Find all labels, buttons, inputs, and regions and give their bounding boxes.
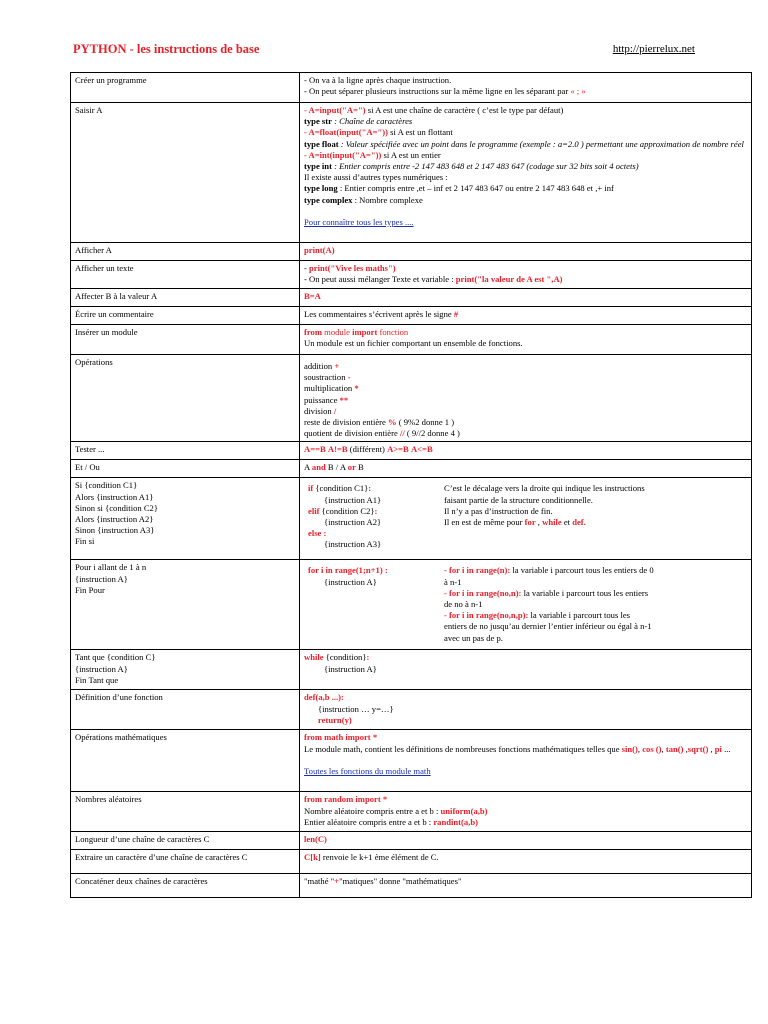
- code: - A=int(input("A=")): [304, 149, 382, 160]
- row-content: Les commentaires s’écrivent après le signe #: [300, 307, 752, 325]
- row-label: Longueur d’une chaîne de caractères C: [71, 832, 300, 850]
- code: - A=input("A="): [304, 105, 366, 115]
- row-label: Opérations: [71, 355, 300, 442]
- row-content: [300, 243, 752, 261]
- table-row: [71, 874, 752, 898]
- table-row: [71, 307, 752, 325]
- table-row: [71, 73, 752, 103]
- row-content: len(C): [300, 832, 752, 850]
- code: print("la valeur de A est ",A): [455, 274, 563, 285]
- comment-sign: #: [453, 309, 459, 319]
- table-row: [71, 355, 752, 442]
- row-content: A and B / A or B: [300, 460, 752, 478]
- row-content: addition + soustraction - multiplication * puissance ** division / reste de division entière % ( 9%2 donne 1 ) quotient de division entière // ( 9//2 donne 4 ): [300, 355, 752, 442]
- row-label: Nombres aléatoires: [71, 792, 300, 832]
- text-line: - On va à la ligne après chaque instruction.: [304, 75, 452, 85]
- row-content: "mathé "+"matiques" donne "mathématiques": [300, 874, 752, 898]
- row-content: C[k] renvoie le k+1 ème élément de C.: [300, 850, 752, 874]
- table-row: [71, 478, 752, 560]
- row-label: Tant que {condition C} {instruction A} Fin Tant que: [71, 650, 300, 690]
- row-label: Créer un programme: [71, 73, 300, 103]
- table-row: [71, 442, 752, 460]
- code: print(A): [304, 245, 335, 255]
- table-row: [71, 460, 752, 478]
- table-row: [71, 792, 752, 832]
- row-label: Afficher un texte: [71, 261, 300, 289]
- row-content: - print("Vive les maths") - On peut aussi mélanger Texte et variable : print("la valeur de A est ",A): [300, 261, 752, 289]
- table-row: [71, 832, 752, 850]
- row-content: A==B A!=B (différent) A>=B A<=B: [300, 442, 752, 460]
- text-line: - On peut séparer plusieurs instructions sur la même ligne en les séparant par « ; »: [304, 86, 586, 97]
- row-label: Afficher A: [71, 243, 300, 261]
- row-label: Pour i allant de 1 à n {instruction A} Fin Pour: [71, 560, 300, 650]
- row-content: [300, 73, 752, 103]
- row-label: Écrire un commentaire: [71, 307, 300, 325]
- code: B=A: [304, 291, 321, 301]
- code: print("Vive les maths"): [309, 263, 396, 273]
- table-row: [71, 690, 752, 730]
- page-header: [73, 42, 695, 58]
- types-link[interactable]: Pour connaître tous les types ....: [304, 216, 414, 227]
- page-title: PYTHON - les instructions de base: [73, 42, 260, 56]
- math-functions-link[interactable]: Toutes les fonctions du module math: [304, 765, 431, 776]
- table-row: [71, 650, 752, 690]
- row-label: Définition d’une fonction: [71, 690, 300, 730]
- separator-symbol: « ; »: [570, 86, 586, 97]
- row-label: Saisir A: [71, 103, 300, 243]
- table-row: [71, 325, 752, 355]
- row-label: Si {condition C1} Alors {instruction A1} Sinon si {condition C2} Alors {instruction A2} Sinon {instruction A3} Fin si: [71, 478, 300, 560]
- table-row: [71, 560, 752, 650]
- row-label: Extraire un caractère d’une chaîne de caractères C: [71, 850, 300, 874]
- row-content: if {condition C1}: {instruction A1} elif {condition C2}: {instruction A2} else : {instruction A3} C’est le décalage vers la droite qui indique les instructions faisant partie de la structure conditionnelle. Il n’y a pas d’instruction de fin. Il en est de même pour for , while et def.: [300, 478, 752, 560]
- row-label: Affecter B à la valeur A: [71, 289, 300, 307]
- table-row: [71, 730, 752, 792]
- table-row: [71, 243, 752, 261]
- instructions-table: [70, 72, 752, 898]
- row-content: from math import * Le module math, contient les définitions de nombreuses fonctions mathématiques telles que sin(), cos (), tan() ,sqrt() , pi ... Toutes les fonctions du module math: [300, 730, 752, 792]
- site-link[interactable]: http://pierrelux.net: [612, 43, 695, 55]
- table-row: [71, 289, 752, 307]
- row-content: - A=input("A=") si A est une chaîne de caractère ( c’est le type par défaut) type str : Chaîne de caractères - A=float(input("A=")) si A est un flottant type float : Valeur spécifiée avec un point dans le programme (exemple : a=2.0 ) permettant une approximation de nombre réel - A=int(input("A=")) si A est un entier type int : Entier compris entre -2 147 483 648 et 2 147 483 647 (codage sur 32 bits soit 4 octets) Il existe aussi d’autres types numériques : type long : Entier compris entre ,et – inf et 2 147 483 647 ou entre 2 147 483 648 et ,+ inf type complex : Nombre complexe Pour connaître tous les types ....: [300, 103, 752, 243]
- row-content: from random import * Nombre aléatoire compris entre a et b : uniform(a,b) Entier aléatoire compris entre a et b : randint(a,b): [300, 792, 752, 832]
- table-row: [71, 261, 752, 289]
- table-row: [71, 850, 752, 874]
- row-content: def(a,b ...): {instruction … y=…} return(y): [300, 690, 752, 730]
- row-label: Insérer un module: [71, 325, 300, 355]
- row-content: [300, 289, 752, 307]
- row-label: Tester ...: [71, 442, 300, 460]
- row-content: for i in range(1;n+1) : {instruction A} - for i in range(n): la variable i parcourt tous les entiers de 0 à n-1 - for i in range(no,n): la variable i parcourt tous les entiers de no à n-1 - for i in range(no,n,p): la variable i parcourt tous les entiers de no jusqu’au dernier l’entier inférieur ou égal à n-1 avec un pas de p.: [300, 560, 752, 650]
- row-label: Opérations mathématiques: [71, 730, 300, 792]
- row-label: Et / Ou: [71, 460, 300, 478]
- row-content: while {condition}: {instruction A}: [300, 650, 752, 690]
- code: - A=float(input("A=")): [304, 127, 389, 138]
- row-content: from module import fonction Un module est un fichier comportant un ensemble de fonctions.: [300, 325, 752, 355]
- table-row: [71, 103, 752, 243]
- row-label: Concaténer deux chaînes de caractères: [71, 874, 300, 898]
